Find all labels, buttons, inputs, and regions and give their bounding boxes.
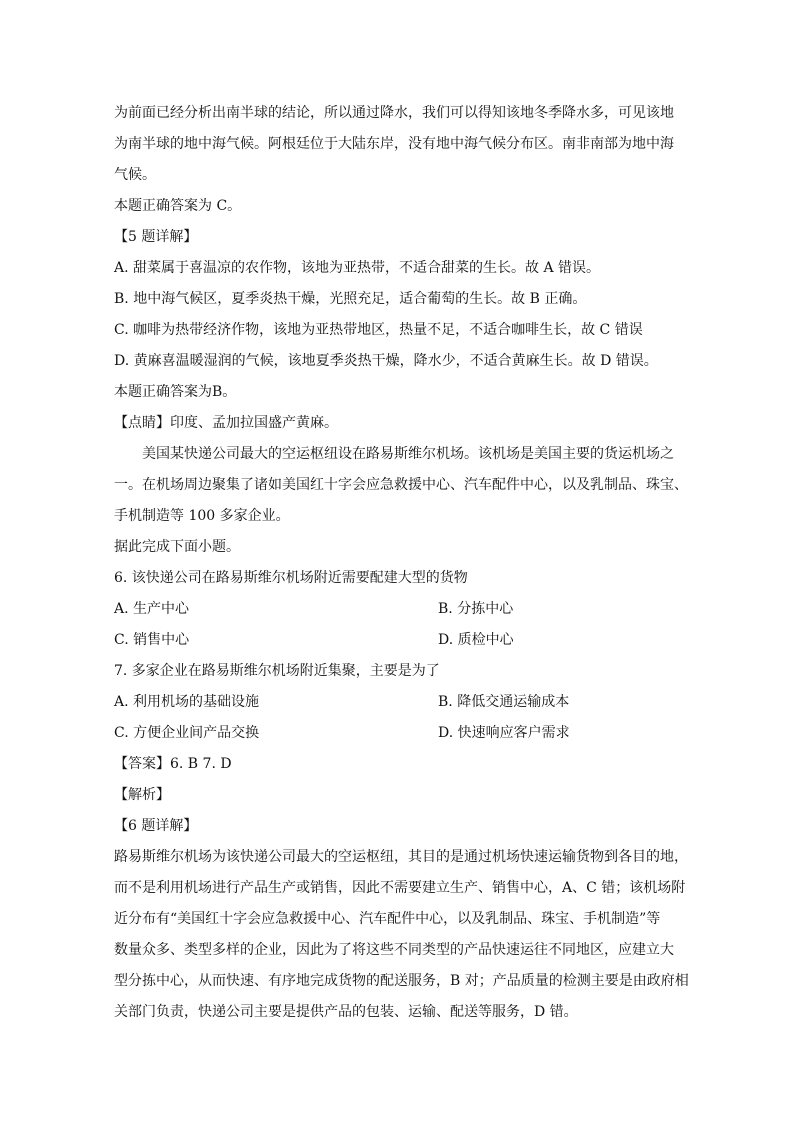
question-6-option-a: A. 生产中心: [114, 601, 190, 617]
explanation-d: D. 黄麻喜温暖湿润的气候，该地夏季炎热干燥，降水少，不适合黄麻生长。故 D 错误。: [114, 353, 658, 369]
analysis-line: 型分拣中心，从而快速、有序地完成货物的配送服务，B 对；产品质量的检测主要是由政府相: [114, 973, 689, 989]
question-6-option-d: D. 质检中心: [438, 632, 514, 648]
text-line: 为前面已经分析出南半球的结论，所以通过降水，我们可以得知该地冬季降水多，可见该地: [114, 105, 674, 121]
passage-line: 美国某快递公司最大的空运枢纽设在路易斯维尔机场。该机场是美国主要的货运机场之: [142, 446, 674, 462]
explanation-b: B. 地中海气候区，夏季炎热干燥，光照充足，适合葡萄的生长。故 B 正确。: [114, 291, 587, 307]
analysis-line: 关部门负责，快递公司主要是提供产品的包装、运输、配送等服务，D 错。: [114, 1004, 578, 1020]
answer-key: 【答案】6. B 7. D: [114, 756, 232, 772]
question-6-option-b: B. 分拣中心: [438, 601, 514, 617]
question-6-option-c: C. 销售中心: [114, 632, 190, 648]
answer-line: 本题正确答案为B。: [114, 384, 237, 400]
explanation-a: A. 甜菜属于喜温凉的农作物，该地为亚热带，不适合甜菜的生长。故 A 错误。: [114, 260, 601, 276]
text-line: 为南半球的地中海气候。阿根廷位于大陆东岸，没有地中海气候分布区。南非南部为地中海: [114, 136, 674, 152]
explanation-c: C. 咖啡为热带经济作物，该地为亚热带地区，热量不足，不适合咖啡生长，故 C 错误: [114, 322, 643, 338]
analysis-line: 数量众多、类型多样的企业，因此为了将这些不同类型的产品快速运往不同地区，应建立大: [114, 942, 674, 958]
section-heading: 【6 题详解】: [114, 818, 198, 834]
note-line: 【点睛】印度、孟加拉国盛产黄麻。: [114, 415, 338, 431]
analysis-line: 近分布有“美国红十字会应急救援中心、汽车配件中心，以及乳制品、珠宝、手机制造”等: [114, 911, 661, 927]
analysis-line: 路易斯维尔机场为该快递公司最大的空运枢纽，其目的是通过机场快速运输货物到各目的地，: [114, 849, 688, 865]
text-line: 气候。: [114, 167, 156, 183]
passage-line: 一。在机场周边聚集了诸如美国红十字会应急救援中心、汽车配件中心，以及乳制品、珠宝、: [114, 477, 688, 493]
question-7-option-b: B. 降低交通运输成本: [438, 694, 570, 710]
instruction-line: 据此完成下面小题。: [114, 539, 240, 555]
question-6: 6. 该快递公司在路易斯维尔机场附近需要配建大型的货物: [114, 570, 468, 586]
analysis-heading: 【解析】: [114, 787, 170, 803]
section-heading: 【5 题详解】: [114, 229, 198, 245]
passage-line: 手机制造等 100 多家企业。: [114, 508, 290, 524]
answer-line: 本题正确答案为 C。: [114, 198, 242, 214]
question-7-option-d: D. 快速响应客户需求: [438, 725, 570, 741]
question-7-option-a: A. 利用机场的基础设施: [114, 694, 260, 710]
question-7: 7. 多家企业在路易斯维尔机场附近集聚，主要是为了: [114, 663, 440, 679]
analysis-line: 而不是利用机场进行产品生产或销售，因此不需要建立生产、销售中心，A、C 错；该机场附: [114, 880, 686, 896]
question-7-option-c: C. 方便企业间产品交换: [114, 725, 260, 741]
